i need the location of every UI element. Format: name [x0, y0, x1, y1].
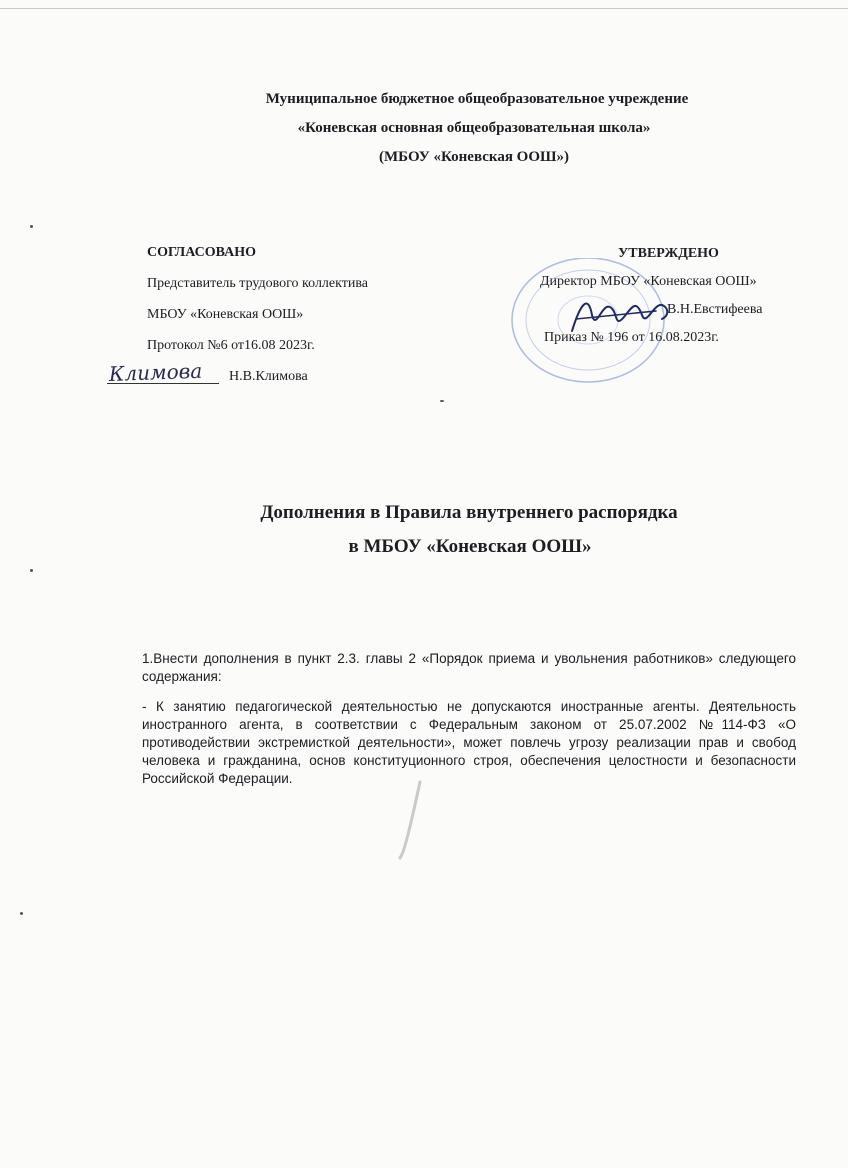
- agreed-heading: СОГЛАСОВАНО: [147, 245, 256, 260]
- approved-heading: УТВЕРЖДЕНО: [618, 246, 719, 261]
- scan-speck: [20, 912, 23, 915]
- body-paragraph-1: 1.Внести дополнения в пункт 2.3. главы 2 «Порядок приема и увольнения работников» следующего содержания:: [142, 651, 796, 684]
- title-line-2: в МБОУ «Коневская ООШ»: [348, 536, 592, 557]
- scan-speck: [30, 225, 33, 228]
- title-line-1: Дополнения в Правила внутреннего распорядка: [260, 502, 678, 523]
- scan-edge-line: [0, 8, 848, 9]
- header-line-3: (МБОУ «Коневская ООШ»): [378, 149, 569, 165]
- agreed-line-1: Представитель трудового коллектива: [147, 276, 368, 291]
- institution-header: [0, 85, 848, 172]
- handwritten-signature-left: [105, 355, 235, 389]
- header-line-1: Муниципальное бюджетное общеобразовательное учреждение: [265, 91, 689, 107]
- document-body: [142, 650, 796, 800]
- approved-order: Приказ № 196 от 16.08.2023г.: [544, 330, 719, 345]
- scan-scratch-mark: [390, 780, 430, 860]
- svg-text:Климова: Климова: [108, 358, 203, 386]
- header-line-2: «Коневская основная общеобразовательная школа»: [297, 120, 651, 136]
- agreed-line-3: Протокол №6 от16.08 2023г.: [147, 338, 315, 353]
- approved-signer-name: В.Н.Евстифеева: [667, 302, 763, 317]
- agreed-block: [108, 237, 368, 392]
- agreed-signature-line: [108, 358, 368, 392]
- handwritten-signature-right: [566, 285, 676, 345]
- document-title: [0, 496, 848, 564]
- scan-speck: [440, 400, 444, 402]
- body-paragraph-2: - К занятию педагогической деятельностью не допускаются иностранные агенты. Деятельность иностранного агента, в соответствии с Федеральным законом от 25.07.2002 №114-ФЗ «О противодействии экстремисткой деятельности», может повлечь угрозу реализации прав и свобод человека и гражданина, основ конституционного строя, обеспечения целостности и безопасности Российской Федерации.: [142, 699, 796, 786]
- approved-line-1: Директор МБОУ «Коневская ООШ»: [540, 274, 757, 289]
- scan-speck: [30, 569, 33, 572]
- agreed-line-2: МБОУ «Коневская ООШ»: [147, 307, 304, 322]
- agreed-signer-name: Н.В.Климова: [229, 369, 308, 384]
